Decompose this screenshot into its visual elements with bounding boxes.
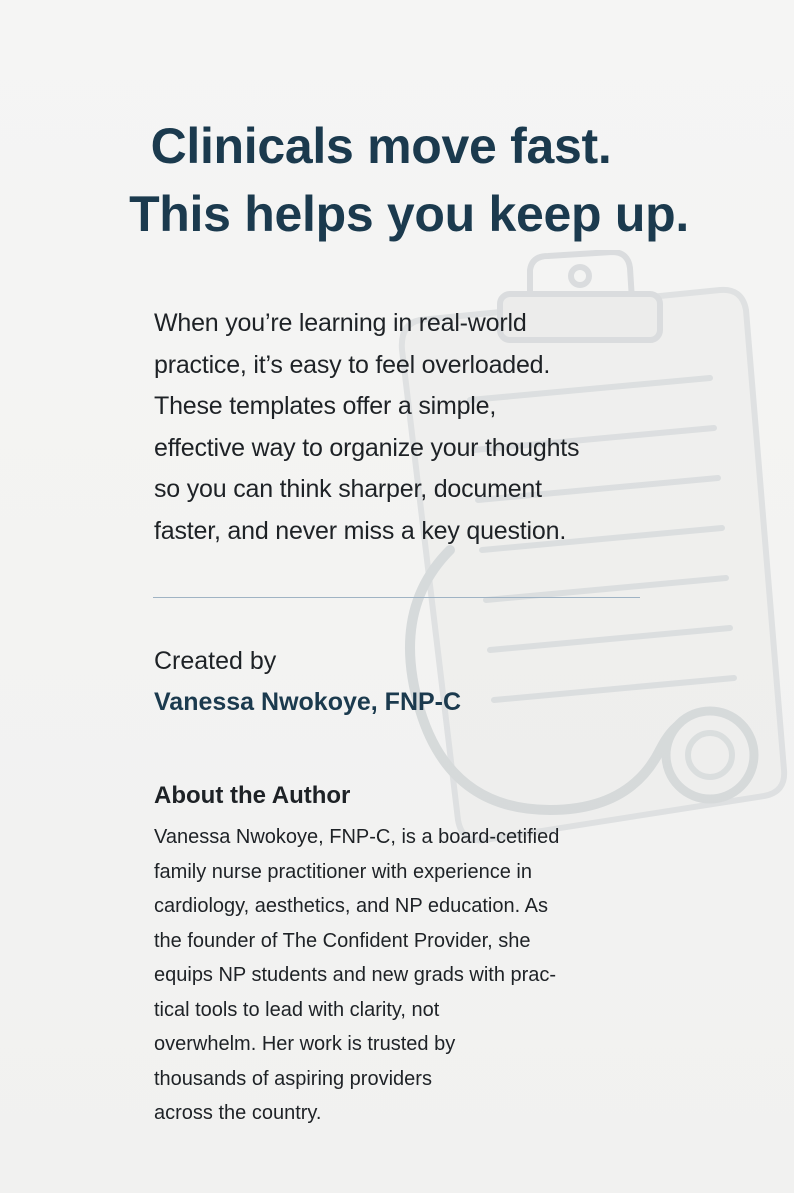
headline-line-1: Clinicals move fast. (150, 118, 612, 174)
about-line: thousands of aspiring providers (154, 1067, 432, 1090)
intro-line: effective way to organize your thoughts (154, 433, 580, 462)
about-line: Vanessa Nwokoye, FNP-C, is a board-cetified (154, 826, 560, 848)
created-by-label: Created by (154, 647, 277, 675)
about-line: overwhelm. Her work is trusted by (154, 1033, 456, 1055)
about-author-heading: About the Author (154, 782, 351, 809)
about-line: family nurse practitioner with experience in (154, 860, 532, 883)
intro-line: When you’re learning in real-world (154, 309, 527, 337)
about-line: cardiology, aesthetics, and NP education. As (154, 895, 548, 917)
headline-line-2: This helps you keep up. (129, 186, 689, 242)
about-line: tical tools to lead with clarity, not (154, 998, 440, 1021)
about-author-body (154, 820, 674, 1131)
about-line: the founder of The Confident Provider, she (154, 929, 531, 952)
intro-line: practice, it’s easy to feel overloaded. (154, 350, 551, 379)
headline (0, 112, 794, 248)
author-name: Vanessa Nwokoye, FNP-C (154, 688, 462, 716)
about-line: equips NP students and new grads with prac- (154, 964, 557, 986)
intro-line: so you can think sharper, document (154, 475, 542, 503)
about-line: across the country. (154, 1102, 322, 1124)
intro-line: These templates offer a simple, (154, 392, 497, 420)
section-divider (153, 597, 640, 598)
intro-line: faster, and never miss a key question. (154, 516, 567, 545)
intro-paragraph (154, 303, 694, 552)
